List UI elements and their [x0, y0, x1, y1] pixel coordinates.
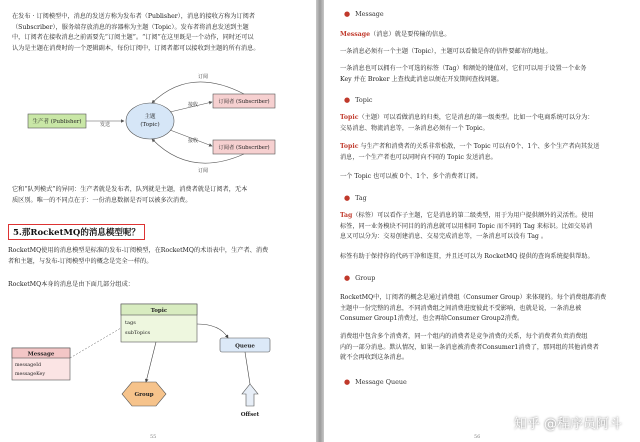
message-tag-paragraph [340, 64, 586, 85]
message-field-key: messageKey [15, 372, 46, 377]
topic-rel-term: Topic [340, 143, 359, 150]
left-page [0, 0, 316, 442]
message-term: Message [340, 31, 371, 38]
topic-def-line: （主题）可以看做消息的归类，它是消息的第一级类型。比如一个电商系统可以分为： [358, 114, 594, 121]
message-tag-line: 一条消息也可以拥有一个可选的标签（Tag）和额处的键值对，它们可以用于设置一个业务 [340, 65, 587, 72]
topic-field-tags: tags [125, 320, 136, 326]
topic-term: Topic [340, 114, 359, 121]
tag-help-line: 标签有助于保持你的代码干净和连贯，并且还可以为 RocketMQ 提供的查询系统提供帮助。 [340, 253, 594, 260]
model-line: RocketMQ使用的消息模型是标准的发布-订阅模型，在RocketMQ的术语表中，生产者、消费 [8, 247, 269, 254]
subscriber-label-1: 订阅者 (Subscriber) [218, 99, 270, 105]
model-line: 者和主题，与发布-订阅模型中的概念是完全一样的。 [8, 257, 153, 265]
group-line: 消费组中包含多个消费者，同一个组内的消费者是竞争消费的关系，每个消费者负责消费组 [340, 333, 588, 340]
group-paragraph-2 [340, 332, 599, 364]
message-queue-title: Message Queue [355, 378, 407, 386]
subscriber-label-2: 订阅者 (Subscriber) [218, 145, 270, 151]
tag-definition [340, 211, 594, 243]
topic-subscribe-line: 一个 Topic 也可以被 0个、1个、多个消费者订阅。 [340, 173, 482, 180]
topic-rel-line: 消息，一个生产者也可以同时向不同的 Topic 发送消息。 [340, 153, 497, 161]
group-line: 主题中一份完整的消息，不同消费组之间消费进度彼此不受影响，也就是说，一条消息被 [340, 304, 582, 312]
receive-label-1: 接收 [188, 102, 199, 108]
group-line: 内的一部分消息。默认情况，如果一条消息被消费者Consumer1消费了，那同组的其他消费者 [340, 343, 599, 351]
topic-definition [340, 113, 594, 134]
left-page-number: 55 [150, 434, 157, 440]
intro-paragraph [12, 12, 260, 54]
bullet-dot-icon: ● [344, 96, 351, 104]
message-topic-link [70, 328, 121, 358]
topic-ellipse [126, 103, 174, 139]
message-tag-line: Key 并在 Broker 上查找此消息以便在开发期间查找问题。 [340, 75, 503, 83]
tag-def-line: 标签，同一业务模块不同目的的消息就可以用相同 Topic 而不同的 Tag 来标识。比如交易消 [340, 222, 593, 230]
bullet-dot-icon: ● [344, 378, 351, 386]
bullet-dot-icon: ● [344, 194, 351, 202]
uml-diagram [6, 298, 306, 438]
message-title: Message [355, 10, 384, 18]
compare-line: 质区别。唯一的不同点在于：一份消息数据是否可以被多次消费。 [12, 196, 192, 204]
message-queue-bullet [344, 378, 407, 386]
queue-offset-link [245, 352, 250, 384]
model-paragraph [8, 246, 268, 267]
right-page [324, 0, 640, 442]
right-page-number: 56 [474, 434, 481, 440]
tag-term: Tag [340, 212, 353, 219]
subscribe-bottom-label: 订阅 [198, 168, 209, 174]
tag-def-line: （标签）可以看作子主题，它是消息的第二级类型，用于为用户提供额外的灵活性。使用 [352, 212, 594, 219]
compare-line: 它和“队列模式”的异同：生产者就是发布者，队列就是主题，消费者就是订阅者，无本 [12, 186, 248, 193]
bullet-dot-icon: ● [344, 274, 351, 282]
topic-label-en: (Topic) [140, 122, 160, 128]
intro-line: 在发布 · 订阅模型中，消息的发送方称为发布者（Publisher），消息的接收方称为订阅者 [12, 13, 256, 20]
send-label: 发送 [99, 122, 111, 128]
compare-paragraph [12, 185, 247, 206]
page-gutter [316, 0, 324, 442]
group-title: Group [355, 274, 376, 282]
producer-label: 生产者 (Publisher) [32, 119, 82, 125]
message-bullet [344, 10, 384, 18]
topic-group-link [146, 342, 156, 382]
message-def-text: （消息）就是要传输的信息。 [370, 31, 451, 38]
intro-line: 认为是主题在消费时的一个逻辑副本，每份订阅中，订阅者都可以接收到主题的所有消息。 [12, 44, 260, 52]
tag-title: Tag [355, 194, 367, 202]
topic-rel-line: 与生产者和消费者的关系非常松散，一个 Topic 可以有0个、1个、多个生产者向其发送 [358, 143, 600, 150]
queue-label: Queue [235, 343, 255, 350]
message-topic-line: 一条消息必须有一个主题（Topic），主题可以看做是你的信件要邮寄的地址。 [340, 48, 552, 55]
group-line: Consumer Group1消费过，也会再给Consumer Group2消费。 [340, 315, 524, 322]
tag-bullet [344, 194, 367, 202]
group-paragraph-1 [340, 293, 606, 325]
message-field-id: messageId [15, 363, 42, 368]
topic-relation [340, 142, 599, 163]
watermark: 知乎 @程序员阿斗 [513, 417, 622, 432]
pubsub-diagram [20, 66, 290, 181]
topic-label-cn: 主题 [144, 114, 156, 120]
group-line: RocketMQ中，订阅者的概念是通过消费组（Consumer Group）来体现的。每个消费组都消费 [340, 294, 607, 301]
subscribe-top-label: 订阅 [198, 74, 209, 80]
group-line: 就不会再收到这条消息。 [340, 354, 409, 361]
topic-field-subtopics: subTopics [125, 330, 151, 336]
topic-queue-link [197, 324, 228, 338]
topic-class-title: Topic [150, 308, 168, 314]
topic-bullet [344, 96, 372, 104]
structure-line: RocketMQ本身的消息是由下面几部分组成： [8, 281, 134, 288]
topic-title: Topic [355, 96, 373, 104]
intro-line: （Subscriber），服务端存放消息的容器称为主题（Topic）。发布者将消息发送到主题 [12, 23, 249, 31]
topic-def-line: 交易消息、物流消息等，一条消息必须有一个 Topic。 [340, 124, 489, 132]
offset-arrow-shape [242, 384, 258, 406]
bullet-dot-icon: ● [344, 10, 351, 18]
intro-line: 中，订阅者在接收消息之前需要先“订阅主题”。“订阅”在这里既是一个动作，同时还可以 [12, 34, 254, 41]
group-label: Group [134, 392, 154, 398]
section-heading: 5.那RocketMQ的消息模型呢？ [8, 224, 145, 240]
offset-label: Offset [240, 412, 260, 418]
group-bullet [344, 274, 375, 282]
message-definition [340, 30, 450, 41]
receive-label-2: 接收 [188, 138, 199, 144]
tag-def-line: 息又可以分为：交易创建消息、交易完成消息等，一条消息可以没有 Tag 。 [340, 233, 548, 240]
message-class-title: Message [27, 351, 55, 358]
